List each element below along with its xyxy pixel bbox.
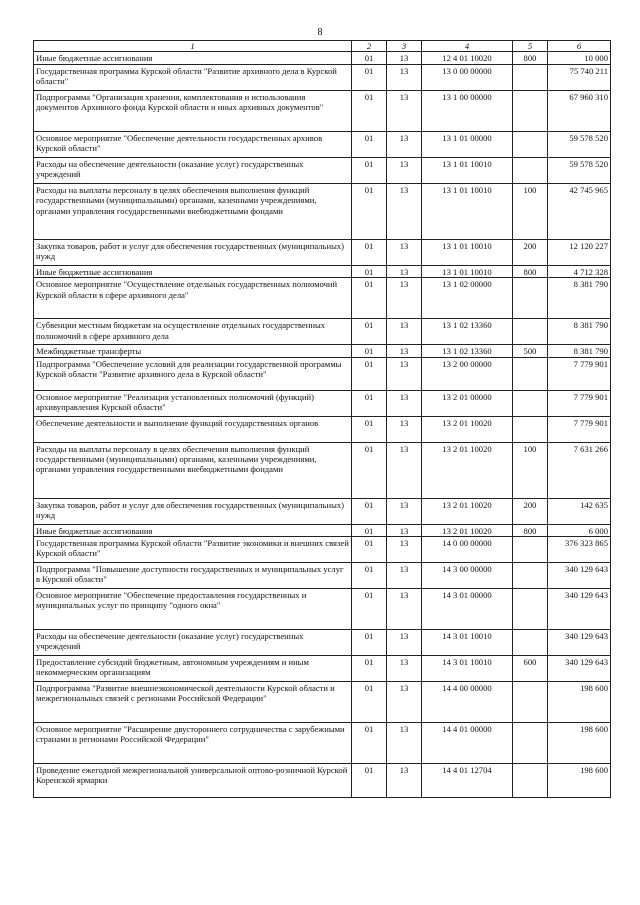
- row-col3-cell: 13: [387, 723, 422, 764]
- budget-table: [33, 40, 611, 798]
- row-amount-cell: 42 745 965: [548, 183, 611, 239]
- row-amount-cell: 59 578 520: [548, 157, 611, 183]
- row-vr-cell: 800: [513, 524, 548, 536]
- row-col3-cell: 13: [387, 278, 422, 319]
- row-name-cell: Расходы на обеспечение деятельности (оказание услуг) государственных учреждений: [34, 630, 352, 656]
- row-name-cell: Расходы на обеспечение деятельности (оказание услуг) государственных учреждений: [34, 157, 352, 183]
- row-name-cell: Основное мероприятие "Обеспечение предоставления государственных и муниципальных услуг по принципу "одного окна": [34, 589, 352, 630]
- row-col2-cell: 01: [352, 682, 387, 723]
- row-col3-cell: 13: [387, 442, 422, 498]
- table-row: [34, 390, 611, 416]
- row-col3-cell: 13: [387, 52, 422, 64]
- row-vr-cell: [513, 64, 548, 90]
- row-col3-cell: 13: [387, 265, 422, 277]
- row-col3-cell: 13: [387, 524, 422, 536]
- row-col2-cell: 01: [352, 319, 387, 345]
- row-col3-cell: 13: [387, 416, 422, 442]
- row-col3-cell: 13: [387, 345, 422, 357]
- row-name-cell: Проведение ежегодной межрегиональной универсальной оптово-розничной Курской Коренской ярмарки: [34, 764, 352, 798]
- row-csr-cell: 13 2 01 10020: [422, 524, 513, 536]
- row-vr-cell: [513, 357, 548, 390]
- row-amount-cell: 8 381 790: [548, 345, 611, 357]
- row-col3-cell: 13: [387, 764, 422, 798]
- row-col2-cell: 01: [352, 278, 387, 319]
- row-col3-cell: 13: [387, 498, 422, 524]
- table-row: [34, 278, 611, 319]
- row-amount-cell: 340 129 643: [548, 589, 611, 630]
- column-header-4: 4: [422, 41, 513, 52]
- row-amount-cell: 198 600: [548, 682, 611, 723]
- row-csr-cell: 14 4 01 12704: [422, 764, 513, 798]
- row-vr-cell: [513, 764, 548, 798]
- row-vr-cell: 100: [513, 442, 548, 498]
- row-col2-cell: 01: [352, 265, 387, 277]
- row-col2-cell: 01: [352, 764, 387, 798]
- table-row: [34, 265, 611, 277]
- row-vr-cell: [513, 723, 548, 764]
- column-header-6: 6: [548, 41, 611, 52]
- table-row: [34, 157, 611, 183]
- row-vr-cell: [513, 682, 548, 723]
- row-col2-cell: 01: [352, 345, 387, 357]
- row-col3-cell: 13: [387, 64, 422, 90]
- row-csr-cell: 13 0 00 00000: [422, 64, 513, 90]
- row-csr-cell: 13 1 01 10010: [422, 265, 513, 277]
- row-vr-cell: [513, 589, 548, 630]
- row-col2-cell: 01: [352, 64, 387, 90]
- row-name-cell: Иные бюджетные ассигнования: [34, 265, 352, 277]
- row-col3-cell: 13: [387, 682, 422, 723]
- column-header-2: 2: [352, 41, 387, 52]
- column-header-1: 1: [34, 41, 352, 52]
- row-col3-cell: 13: [387, 563, 422, 589]
- row-col3-cell: 13: [387, 90, 422, 131]
- row-name-cell: Подпрограмма "Организация хранения, комплектования и использования документов Архивного фонда Курской области и иных архивных документов": [34, 90, 352, 131]
- row-name-cell: Иные бюджетные ассигнования: [34, 52, 352, 64]
- row-amount-cell: 340 129 643: [548, 656, 611, 682]
- table-row: [34, 183, 611, 239]
- row-csr-cell: 13 2 01 10020: [422, 442, 513, 498]
- row-col3-cell: 13: [387, 656, 422, 682]
- row-name-cell: Закупка товаров, работ и услуг для обеспечения государственных (муниципальных) нужд: [34, 239, 352, 265]
- row-col2-cell: 01: [352, 524, 387, 536]
- row-csr-cell: 13 2 01 10020: [422, 498, 513, 524]
- row-col3-cell: 13: [387, 537, 422, 563]
- row-csr-cell: 13 2 01 10020: [422, 416, 513, 442]
- row-amount-cell: 8 381 790: [548, 278, 611, 319]
- row-csr-cell: 13 1 02 13360: [422, 345, 513, 357]
- row-csr-cell: 14 3 01 10010: [422, 630, 513, 656]
- table-row: [34, 357, 611, 390]
- table-row: [34, 630, 611, 656]
- row-col3-cell: 13: [387, 319, 422, 345]
- row-amount-cell: 376 323 865: [548, 537, 611, 563]
- row-col3-cell: 13: [387, 589, 422, 630]
- row-name-cell: Подпрограмма "Обеспечение условий для реализации государственной программы Курской области "Развитие архивного дела в Курской области": [34, 357, 352, 390]
- row-vr-cell: 800: [513, 52, 548, 64]
- row-csr-cell: 13 1 00 00000: [422, 90, 513, 131]
- row-name-cell: Государственная программа Курской области "Развитие экономики и внешних связей Курской области": [34, 537, 352, 563]
- table-row: [34, 416, 611, 442]
- row-name-cell: Иные бюджетные ассигнования: [34, 524, 352, 536]
- row-csr-cell: 14 4 01 00000: [422, 723, 513, 764]
- row-col2-cell: 01: [352, 390, 387, 416]
- table-row: [34, 656, 611, 682]
- row-amount-cell: 7 779 901: [548, 357, 611, 390]
- row-col3-cell: 13: [387, 131, 422, 157]
- row-vr-cell: [513, 563, 548, 589]
- row-col2-cell: 01: [352, 723, 387, 764]
- row-amount-cell: 7 779 901: [548, 416, 611, 442]
- row-name-cell: Основное мероприятие "Реализация установленных полномочий (функций) архивуправления Курской области": [34, 390, 352, 416]
- row-name-cell: Основное мероприятие "Расширение двустороннего сотрудничества с зарубежными странами и регионами Российской Федерации": [34, 723, 352, 764]
- row-amount-cell: 59 578 520: [548, 131, 611, 157]
- column-header-5: 5: [513, 41, 548, 52]
- row-amount-cell: 67 960 310: [548, 90, 611, 131]
- table-row: [34, 589, 611, 630]
- row-vr-cell: 600: [513, 656, 548, 682]
- row-col2-cell: 01: [352, 131, 387, 157]
- row-vr-cell: 500: [513, 345, 548, 357]
- table-row: [34, 319, 611, 345]
- row-vr-cell: [513, 90, 548, 131]
- row-col3-cell: 13: [387, 239, 422, 265]
- row-vr-cell: 200: [513, 498, 548, 524]
- row-name-cell: Подпрограмма "Повышение доступности государственных и муниципальных услуг в Курской области": [34, 563, 352, 589]
- table-row: [34, 90, 611, 131]
- row-csr-cell: 13 2 00 00000: [422, 357, 513, 390]
- row-name-cell: Основное мероприятие "Обеспечение деятельности государственных архивов Курской области": [34, 131, 352, 157]
- row-name-cell: Обеспечение деятельности и выполнение функций государственных органов: [34, 416, 352, 442]
- table-row: [34, 524, 611, 536]
- row-col3-cell: 13: [387, 390, 422, 416]
- row-col2-cell: 01: [352, 630, 387, 656]
- row-col2-cell: 01: [352, 589, 387, 630]
- row-col2-cell: 01: [352, 357, 387, 390]
- row-name-cell: Основное мероприятие "Осуществление отдельных государственных полномочий Курской области в сфере архивного дела": [34, 278, 352, 319]
- row-vr-cell: [513, 630, 548, 656]
- row-csr-cell: 12 4 01 10020: [422, 52, 513, 64]
- row-name-cell: Межбюджетные трансферты: [34, 345, 352, 357]
- table-row: [34, 345, 611, 357]
- table-row: [34, 131, 611, 157]
- row-name-cell: Государственная программа Курской области "Развитие архивного дела в Курской области": [34, 64, 352, 90]
- row-vr-cell: [513, 416, 548, 442]
- row-vr-cell: 100: [513, 183, 548, 239]
- row-name-cell: Подпрограмма "Развитие внешнеэкономической деятельности Курской области и межрегиональных связей с регионами Российской Федерации": [34, 682, 352, 723]
- table-row: [34, 563, 611, 589]
- table-row: [34, 764, 611, 798]
- table-row: [34, 723, 611, 764]
- row-vr-cell: [513, 319, 548, 345]
- row-amount-cell: 198 600: [548, 764, 611, 798]
- row-col2-cell: 01: [352, 537, 387, 563]
- row-csr-cell: 14 0 00 00000: [422, 537, 513, 563]
- page-number: 8: [317, 27, 323, 38]
- row-col2-cell: 01: [352, 498, 387, 524]
- row-col3-cell: 13: [387, 630, 422, 656]
- row-csr-cell: 13 1 01 00000: [422, 131, 513, 157]
- row-csr-cell: 13 1 01 10010: [422, 239, 513, 265]
- row-vr-cell: [513, 390, 548, 416]
- table-header-row: [34, 41, 611, 52]
- row-name-cell: Расходы на выплаты персоналу в целях обеспечения выполнения функций государственными (муниципальными) органами, казенными учреждениями, органами управления государственными внебюджетными фондами: [34, 183, 352, 239]
- row-col2-cell: 01: [352, 416, 387, 442]
- row-amount-cell: 7 631 266: [548, 442, 611, 498]
- row-col2-cell: 01: [352, 90, 387, 131]
- table-row: [34, 682, 611, 723]
- row-csr-cell: 13 1 01 10010: [422, 157, 513, 183]
- row-name-cell: Расходы на выплаты персоналу в целях обеспечения выполнения функций государственными (муниципальными) органами, казенными учреждениями, органами управления государственными внебюджетными фондами: [34, 442, 352, 498]
- row-csr-cell: 13 1 02 00000: [422, 278, 513, 319]
- table-row: [34, 64, 611, 90]
- row-col2-cell: 01: [352, 183, 387, 239]
- row-name-cell: Предоставление субсидий бюджетным, автономным учреждениям и иным некоммерческим организациям: [34, 656, 352, 682]
- row-amount-cell: 6 000: [548, 524, 611, 536]
- row-csr-cell: 13 1 02 13360: [422, 319, 513, 345]
- row-col3-cell: 13: [387, 183, 422, 239]
- row-amount-cell: 4 712 328: [548, 265, 611, 277]
- row-amount-cell: 198 600: [548, 723, 611, 764]
- row-amount-cell: 142 635: [548, 498, 611, 524]
- row-amount-cell: 75 740 211: [548, 64, 611, 90]
- table-row: [34, 498, 611, 524]
- row-col2-cell: 01: [352, 442, 387, 498]
- table-row: [34, 239, 611, 265]
- row-csr-cell: 14 3 00 00000: [422, 563, 513, 589]
- table-row: [34, 52, 611, 64]
- column-header-3: 3: [387, 41, 422, 52]
- row-csr-cell: 13 1 01 10010: [422, 183, 513, 239]
- row-csr-cell: 14 3 01 00000: [422, 589, 513, 630]
- row-col2-cell: 01: [352, 563, 387, 589]
- row-csr-cell: 13 2 01 00000: [422, 390, 513, 416]
- row-vr-cell: [513, 278, 548, 319]
- row-col2-cell: 01: [352, 52, 387, 64]
- row-csr-cell: 14 4 00 00000: [422, 682, 513, 723]
- row-vr-cell: [513, 537, 548, 563]
- row-vr-cell: [513, 131, 548, 157]
- row-name-cell: Субвенции местным бюджетам на осуществление отдельных государственных полномочий в сфере архивного дела: [34, 319, 352, 345]
- row-col2-cell: 01: [352, 157, 387, 183]
- row-col2-cell: 01: [352, 239, 387, 265]
- row-csr-cell: 14 3 01 10010: [422, 656, 513, 682]
- row-col3-cell: 13: [387, 357, 422, 390]
- table-row: [34, 442, 611, 498]
- row-vr-cell: 200: [513, 239, 548, 265]
- row-vr-cell: [513, 157, 548, 183]
- row-amount-cell: 340 129 643: [548, 630, 611, 656]
- row-amount-cell: 10 000: [548, 52, 611, 64]
- row-col3-cell: 13: [387, 157, 422, 183]
- row-amount-cell: 7 779 901: [548, 390, 611, 416]
- row-amount-cell: 12 120 227: [548, 239, 611, 265]
- table-row: [34, 537, 611, 563]
- row-col2-cell: 01: [352, 656, 387, 682]
- row-name-cell: Закупка товаров, работ и услуг для обеспечения государственных (муниципальных) нужд: [34, 498, 352, 524]
- row-vr-cell: 800: [513, 265, 548, 277]
- row-amount-cell: 8 381 790: [548, 319, 611, 345]
- row-amount-cell: 340 129 643: [548, 563, 611, 589]
